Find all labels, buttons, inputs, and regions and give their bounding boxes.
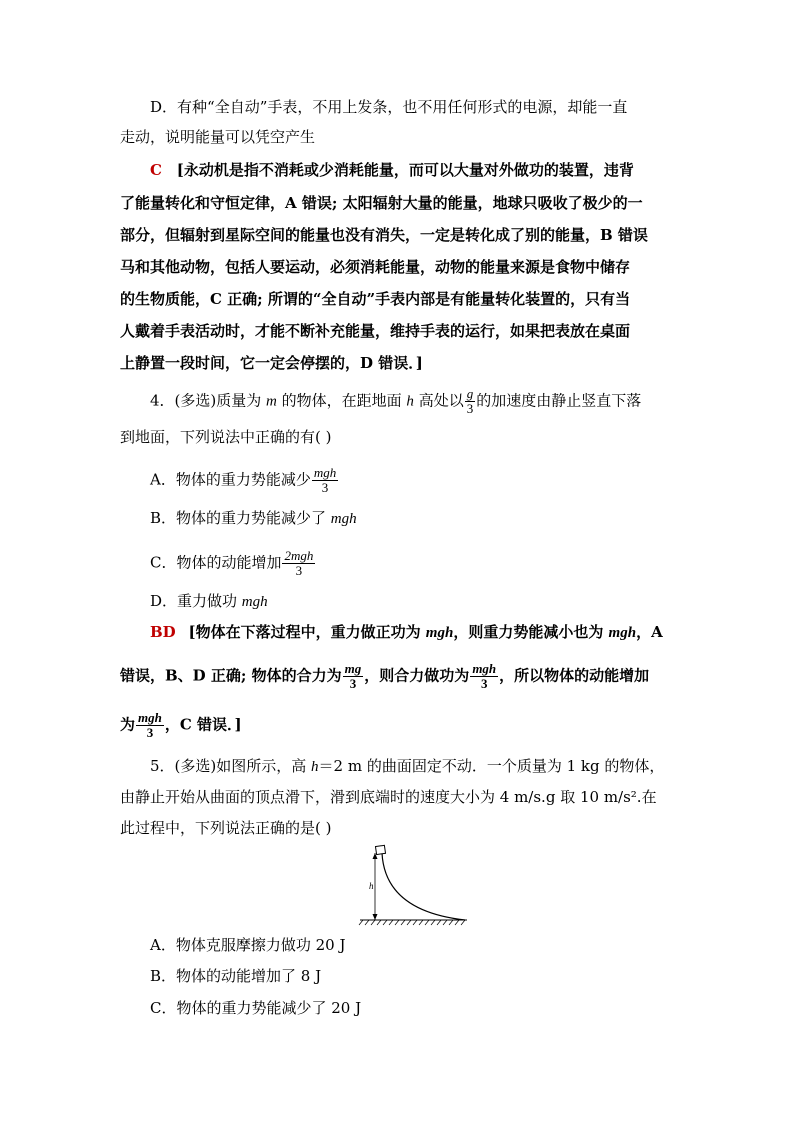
q4-option-a-fraction — [312, 466, 338, 495]
q3-answer: C — [150, 161, 162, 179]
q5-stem-line2: 由静止开始从曲面的顶点滑下，滑到底端时的速度大小为 4 m/s.g 取 10 m/s².在 — [120, 788, 657, 806]
q4-option-d-text: D．重力做功 — [150, 592, 242, 610]
q5-option-b: B．物体的动能增加了 8 J — [150, 967, 322, 985]
sliding-block — [375, 845, 385, 854]
q3-explanation-line1 — [150, 160, 634, 180]
q4-explanation-line2 — [120, 662, 649, 691]
q4-explanation3-num: mgh — [138, 710, 162, 725]
q4-explanation-part-b: ，则重力势能减小也为 — [453, 623, 609, 641]
q4-explanation3-part-b: ，C 错误．] — [164, 715, 242, 734]
curved-surface — [382, 853, 465, 920]
q5-option-c: C．物体的重力势能减少了 20 J — [150, 999, 362, 1017]
q4-option-d-var: mgh — [241, 594, 268, 610]
q4-option-b — [150, 508, 357, 529]
q4-explanation2-num1: mg — [344, 661, 362, 676]
q3-explanation-line4: 马和其他动物，包括人要运动，必须消耗能量，动物的能量来源是食物中储存 — [120, 258, 631, 276]
q4-explanation-var1: mgh — [425, 625, 454, 641]
q5-stem-var-h: h — [311, 759, 319, 775]
q4-explanation-line3 — [120, 711, 242, 740]
q4-explanation2-den2: 3 — [480, 676, 488, 691]
q4-answer: BD — [150, 623, 176, 641]
height-label: h — [369, 881, 374, 891]
q4-stem-fraction-den: 3 — [466, 401, 474, 416]
q4-explanation2-fraction1 — [343, 662, 364, 691]
q4-stem-part-d: 的加速度由静止竖直下落 — [476, 391, 642, 410]
q4-explanation-part-a: [物体在下落过程中，重力做正功为 — [188, 623, 426, 641]
q5-stem-line1 — [150, 756, 664, 777]
q4-stem-part-a: 4．(多选)质量为 — [150, 391, 267, 410]
q4-option-a-text: A．物体的重力势能减少 — [150, 470, 311, 489]
q4-option-c-den: 3 — [295, 563, 303, 578]
q4-explanation2-fraction2 — [470, 662, 498, 691]
q4-option-a-num: mgh — [313, 465, 337, 480]
q3-explanation-line6: 人戴着手表活动时，才能不断补充能量，维持手表的运行，如果把表放在桌面 — [120, 322, 631, 340]
q5-stem-part-a: 5．(多选)如图所示，高 — [150, 757, 312, 775]
height-arrow-bottom — [373, 914, 378, 920]
q3-explanation-line3: 部分，但辐射到星际空间的能量也没有消失，一定是转化成了别的能量，B 错误 — [120, 226, 648, 244]
q4-stem-line2: 到地面，下列说法中正确的有( ) — [120, 428, 332, 446]
ground-hatching — [359, 920, 467, 925]
q4-option-b-text: B．物体的重力势能减少了 — [150, 509, 331, 527]
q3-explanation-line7: 上静置一段时间，它一定会停摆的，D 错误．] — [120, 354, 423, 372]
q4-stem-line1 — [150, 387, 641, 416]
q5-option-a: A．物体克服摩擦力做功 20 J — [150, 936, 346, 954]
q4-explanation2-part-a: 错误，B、D 正确; 物体的合力为 — [120, 666, 342, 685]
q4-explanation-part-c: ，A — [636, 623, 663, 641]
q5-stem-line3: 此过程中，下列说法正确的是( ) — [120, 819, 332, 837]
q4-explanation2-num2: mgh — [472, 661, 497, 676]
q4-explanation3-fraction — [136, 711, 164, 740]
q4-stem-fraction-num: g — [466, 386, 474, 401]
q3-explanation-text1: [永动机是指不消耗或少消耗能量，而可以大量对外做功的装置，违背 — [176, 161, 634, 179]
q4-explanation2-part-b: ，则合力做功为 — [364, 666, 470, 685]
q4-explanation-line1 — [150, 622, 663, 643]
q4-option-b-var: mgh — [330, 511, 357, 527]
q3-explanation-line2: 了能量转化和守恒定律，A 错误; 太阳辐射大量的能量，地球只吸收了极少的一 — [120, 194, 643, 212]
q4-option-a-den: 3 — [321, 480, 329, 495]
q4-option-d — [150, 591, 268, 612]
q4-option-c-num: 2mgh — [284, 548, 314, 563]
q4-option-c — [150, 549, 316, 578]
q4-explanation3-part-a: 为 — [120, 715, 136, 734]
q3-explanation-line5: 的生物质能，C 正确; 所谓的“全自动”手表内部是有能量转化装置的，只有当 — [120, 290, 631, 308]
q5-stem-part-b: ＝2 m 的曲面固定不动．一个质量为 1 kg 的物体， — [318, 757, 665, 775]
q4-stem-part-b: 的物体，在距地面 — [276, 391, 407, 410]
q4-option-a — [150, 466, 339, 495]
q4-stem-var-h: h — [406, 393, 414, 410]
q4-option-c-text: C．物体的动能增加 — [150, 553, 282, 572]
q4-stem-var-m: m — [266, 393, 277, 410]
curved-surface-figure — [355, 843, 470, 928]
q4-explanation2-den1: 3 — [349, 676, 357, 691]
q4-explanation2-part-c: ，所以物体的动能增加 — [499, 666, 650, 685]
q4-explanation-var2: mgh — [608, 625, 637, 641]
q4-stem-fraction — [465, 387, 476, 416]
q4-stem-part-c: 高处以 — [413, 391, 464, 410]
q4-option-c-fraction — [282, 549, 315, 578]
q4-explanation3-den: 3 — [146, 725, 154, 740]
q3-option-d-line1: D．有种“全自动”手表，不用上发条，也不用任何形式的电源，却能一直 — [150, 98, 628, 116]
q3-option-d-line2: 走动，说明能量可以凭空产生 — [120, 128, 316, 146]
